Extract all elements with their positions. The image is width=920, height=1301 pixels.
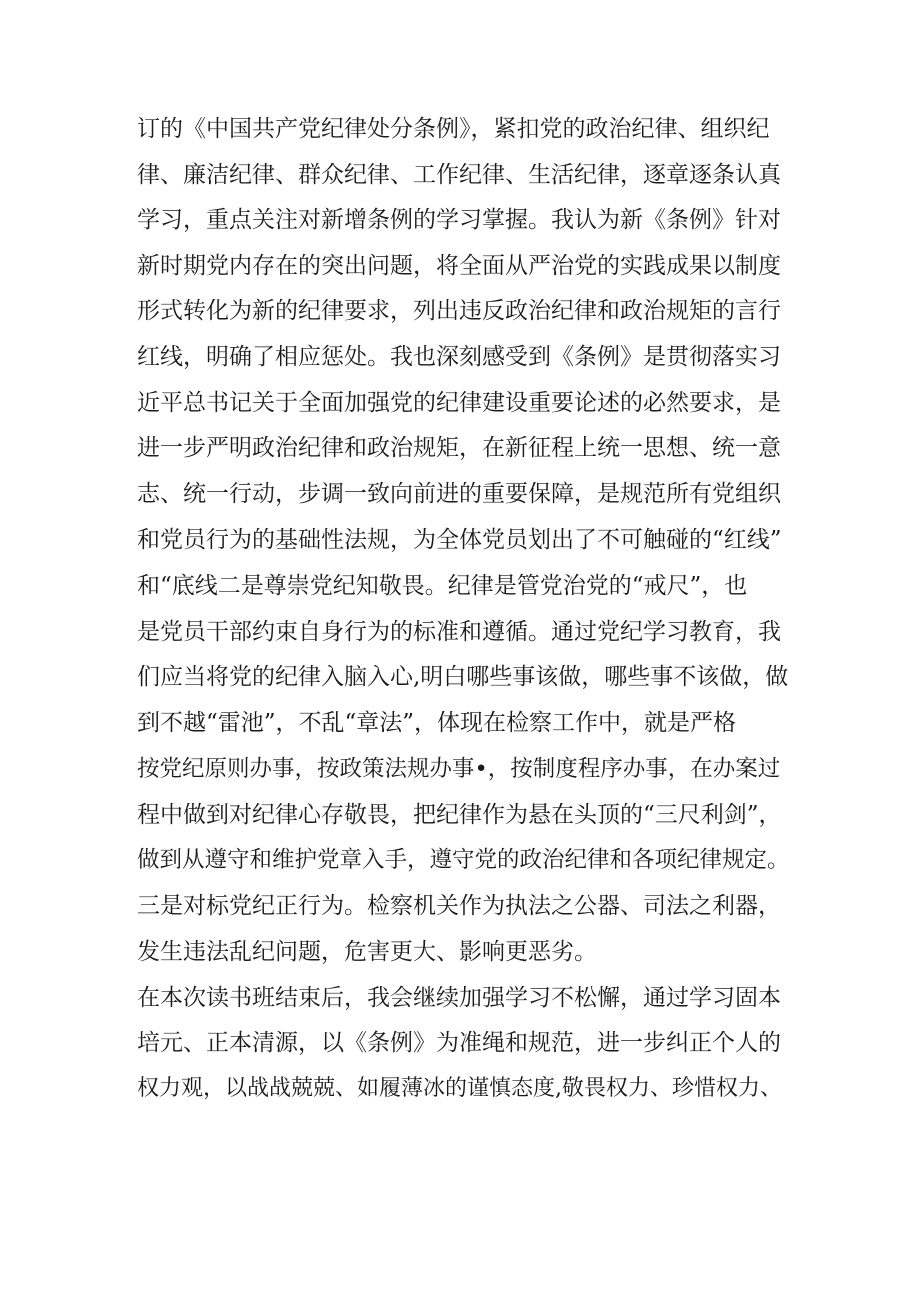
text-line: 学习，重点关注对新增条例的学习掌握。我认为新《条例》针对	[137, 207, 781, 233]
text-line: 律、廉洁纪律、群众纪律、工作纪律、生活纪律，逐章逐条认真	[137, 162, 781, 188]
text-line: 和“底线二是尊崇党纪知敬畏。纪律是管党治党的“戒尺”，也	[137, 573, 748, 599]
text-line: 做到从遵守和维护党章入手，遵守党的政治纪律和各项纪律规定。	[137, 847, 790, 873]
text-line: 形式转化为新的纪律要求，列出违反政治纪律和政治规矩的言行	[137, 298, 781, 324]
text-line: 红线，明确了相应惩处。我也深刻感受到《条例》是贯彻落实习	[137, 344, 781, 370]
text-line: 进一步严明政治纪律和政治规矩，在新征程上统一思想、统一意	[137, 435, 781, 461]
text-line: 近平总书记关于全面加强党的纪律建设重要论述的必然要求，是	[137, 390, 781, 416]
text-line: 权力观，以战战兢兢、如履薄冰的谨慎态度,敬畏权力、珍惜权力、	[137, 1076, 782, 1101]
text-line: 在本次读书班结束后，我会继续加强学习不松懈，通过学习固本	[137, 985, 781, 1011]
text-line: 是党员干部约束自身行为的标准和遵循。通过党纪学习教育，我	[137, 619, 781, 645]
text-line: 和党员行为的基础性法规，为全体党员划出了不可触碰的“红线”	[137, 527, 782, 553]
text-line: 志、统一行动，步调一致向前进的重要保障，是规范所有党组织	[137, 481, 781, 507]
text-line: 发生违法乱纪问题，危害更大、影响更恶劣。	[137, 939, 597, 965]
text-line: 新时期党内存在的突出问题，将全面从严治党的实践成果以制度	[137, 253, 781, 279]
text-line: 按党纪原则办事，按政策法规办事•，按制度程序办事，在办案过	[137, 756, 781, 782]
text-line: 们应当将党的纪律入脑入心,明白哪些事该做，哪些事不该做，做	[137, 664, 789, 690]
text-line: 培元、正本清源，以《条例》为准绳和规范，进一步纠正个人的	[137, 1030, 781, 1056]
text-line: 到不越“雷池”，不乱“章法”，体现在检察工作中，就是严格	[137, 710, 737, 736]
text-line: 三是对标党纪正行为。检察机关作为执法之公器、司法之利器，	[137, 893, 781, 919]
text-line: 程中做到对纪律心存敬畏，把纪律作为悬在头顶的“三尺利剑”，	[137, 802, 782, 828]
text-line: 订的《中国共产党纪律处分条例》，紧扣党的政治纪律、组织纪	[137, 116, 770, 142]
